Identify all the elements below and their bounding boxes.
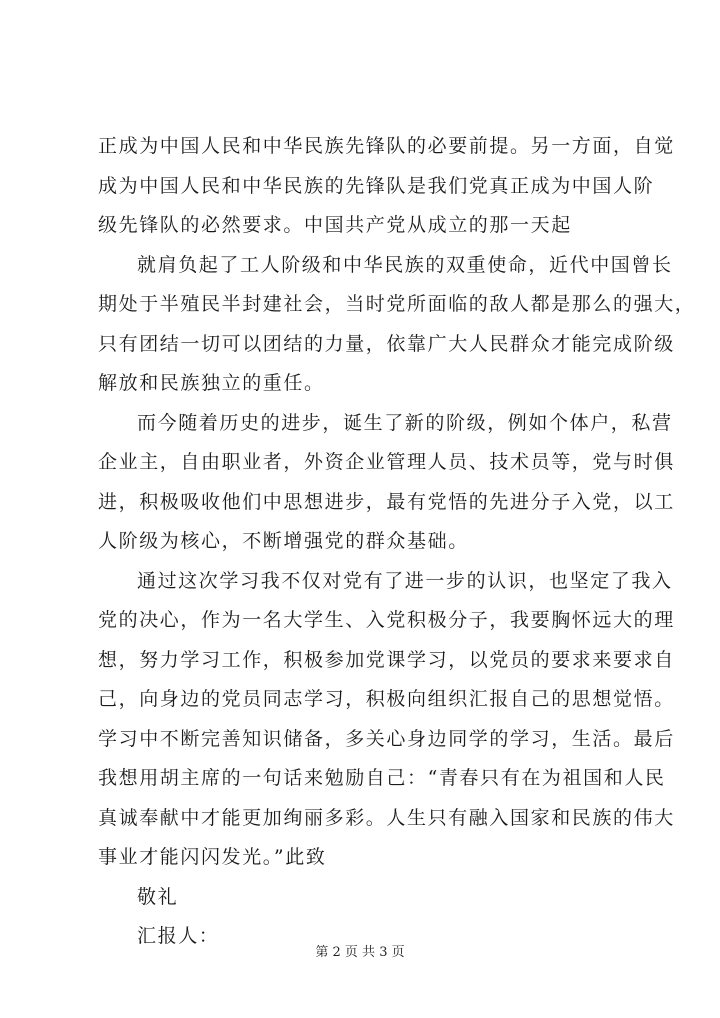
text-line: 人阶级为核心，不断增强党的群众基础。 [98, 530, 469, 552]
text-line: 事业才能闪闪发光。”此致 [98, 846, 327, 868]
closing-salutation: 敬礼 [137, 886, 179, 908]
text-line: 党的决心，作为一名大学生、入党积极分子，我要胸怀远大的理 [98, 609, 675, 631]
text-line: 解放和民族独立的重任。 [98, 372, 325, 394]
text-line: 正成为中国人民和中华民族先锋队的必要前提。另一方面，自觉 [98, 135, 675, 157]
text-line: 进，积极吸收他们中思想进步，最有党悟的先进分子入党，以工 [98, 491, 675, 513]
text-line: 真诚奉献中才能更加绚丽多彩。人生只有融入国家和民族的伟大 [98, 807, 675, 829]
text-line: 想，努力学习工作，积极参加党课学习，以党员的要求来要求自 [98, 649, 675, 671]
text-line: 期处于半殖民半封建社会，当时党所面临的敌人都是那么的强大， [98, 293, 696, 315]
reporter-label: 汇报人： [137, 925, 220, 947]
text-line: 我想用胡主席的一句话来勉励自己：“青春只有在为祖国和人民 [98, 767, 666, 789]
text-line: 学习中不断完善知识储备，多关心身边同学的学习，生活。最后 [98, 728, 675, 750]
text-line: 就肩负起了工人阶级和中华民族的双重使命，近代中国曾长 [137, 254, 673, 276]
text-line: 级先锋队的必然要求。中国共产党从成立的那一天起 [98, 214, 572, 236]
text-line: 只有团结一切可以团结的力量，依靠广大人民群众才能完成阶级 [98, 333, 675, 355]
text-line: 己，向身边的党员同志学习，积极向组织汇报自己的思想觉悟。 [98, 688, 675, 710]
text-line: 通过这次学习我不仅对党有了进一步的认识，也坚定了我入 [137, 570, 673, 592]
text-line: 企业主，自由职业者，外资企业管理人员、技术员等，党与时俱 [98, 451, 675, 473]
page-number-footer: 第 2 页 共 3 页 [315, 945, 405, 960]
text-line: 成为中国人民和中华民族的先锋队是我们党真正成为中国人阶 [98, 175, 655, 197]
text-line: 而今随着历史的进步，诞生了新的阶级，例如个体户，私营 [137, 412, 673, 434]
